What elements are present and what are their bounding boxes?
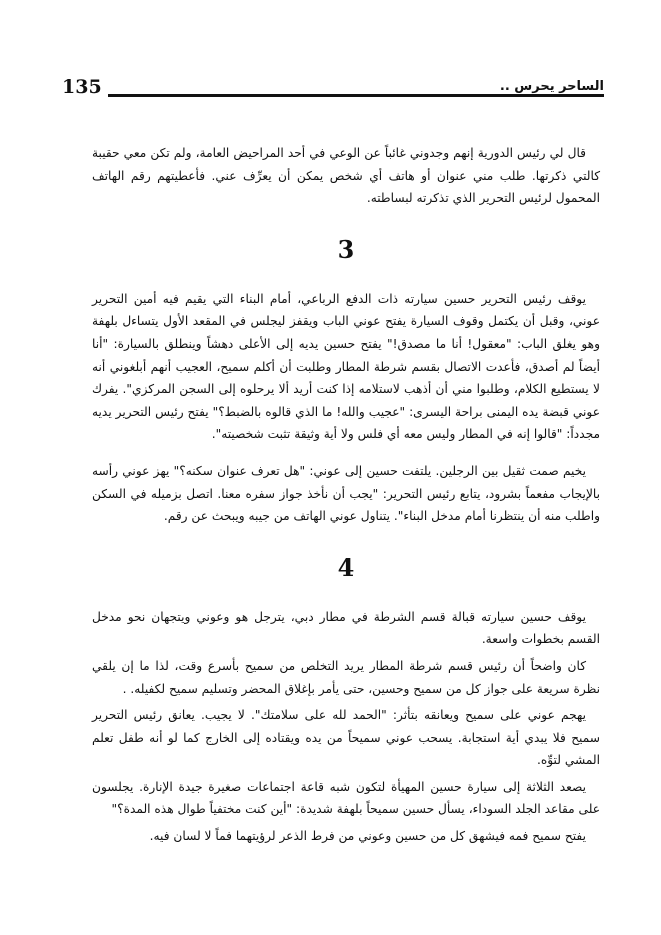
paragraph: يصعد الثلاثة إلى سيارة حسين المهيأة لتكون شبه قاعة اجتماعات صغيرة جيدة الإنارة. يجلسون على مقاعد الجلد السوداء، يسأل حسين سميحاً بلهفة شديدة: "أين كنت مختفياً طوال هذه المدة؟" <box>92 779 600 817</box>
page-body <box>92 142 600 848</box>
paragraph: يوقف رئيس التحرير حسين سيارته ذات الدفع الرباعي، أمام البناء التي يقيم فيه أمين التحرير عوني، وقبل أن يكتمل وقوف السيارة يفتح عوني الباب ويقفز ليجلس في المقعد الأول يتساءل بلهفة وهو يغلق الباب: "معقول! أنا ما مصدق!" يفتح حسين يديه إلى الأعلى دهشاً وينطلق بالسيارة: "أنا أيضاً لم أصدق، فأعدت الاتصال بقسم شرطة المطار وطلبت أن أكلم سميح، العجيب أنهم أبلغوني أنه لا يستطيع الكلام، وطلبوا مني أن أذهب لاستلامه إذا كنت أريد ألا يرحلوه إلى السجن المركزي". يفرك عوني قبضة يده اليمنى براحة اليسرى: "عجيب والله! ما الذي قالوه بالضبط؟" يفتح رئيس التحرير يديه مجدداً: "قالوا إنه في المطار وليس معه أي فلس ولا أية وثيقة تثبت شخصيته". <box>92 291 600 442</box>
running-title: الساحر يحرس .. <box>499 79 604 94</box>
page-header <box>62 76 604 102</box>
header-rule <box>108 94 604 97</box>
page-number: 135 <box>62 76 102 98</box>
paragraph: قال لي رئيس الدورية إنهم وجدوني غائباً عن الوعي في أحد المراحيض العامة، ولم تكن معي حقيبة كالتي ذكرتها. طلب مني عنوان أو هاتف أي شخص يمكن أن يعرِّف عني. فأعطيتهم رقم الهاتف المحمول لرئيس التحرير الذي تذكرته لبساطته. <box>92 146 600 206</box>
paragraph: كان واضحاً أن رئيس قسم شرطة المطار يريد التخلص من سميح بأسرع وقت، لذا ما إن يلقي نظرة سريعة على جواز كل من سميح وحسين، حتى يأمر بإغلاق المحضر وتسليم سميح لكفيله. . <box>92 658 600 696</box>
paragraph: يخيم صمت ثقيل بين الرجلين. يلتفت حسين إلى عوني: "هل تعرف عنوان سكنه؟" يهز عوني رأسه بالإيجاب مفعماً بشرود، يتابع رئيس التحرير: "يجب أن نأخذ جواز سفره معنا. اتصل بزميله في السكن واطلب منه أن ينتظرنا أمام مدخل البناء". يتناول عوني الهاتف من جيبه ويبحث عن رقم. <box>92 463 600 524</box>
paragraph: يهجم عوني على سميح ويعانقه بتأثر: "الحمد لله على سلامتك". لا يجيب. يعانق رئيس التحرير سميح فلا يبدي أية استجابة. يسحب عوني سميحاً من يده ويقتاده إلى الخارج كما لو أنه طفل تعلم المشي لتوِّه. <box>92 708 600 768</box>
paragraph: يفتح سميح فمه فيشهق كل من حسين وعوني من فرط الذعر لرؤيتهما فماً لا لسان فيه. <box>149 829 586 844</box>
paragraph: يوقف حسين سيارته قبالة قسم الشرطة في مطار دبي، يترجل هو وعوني ويتجهان نحو مدخل القسم بخطوات واسعة. <box>92 609 600 647</box>
chapter-number: 4 <box>337 552 355 582</box>
chapter-number: 3 <box>337 234 355 264</box>
